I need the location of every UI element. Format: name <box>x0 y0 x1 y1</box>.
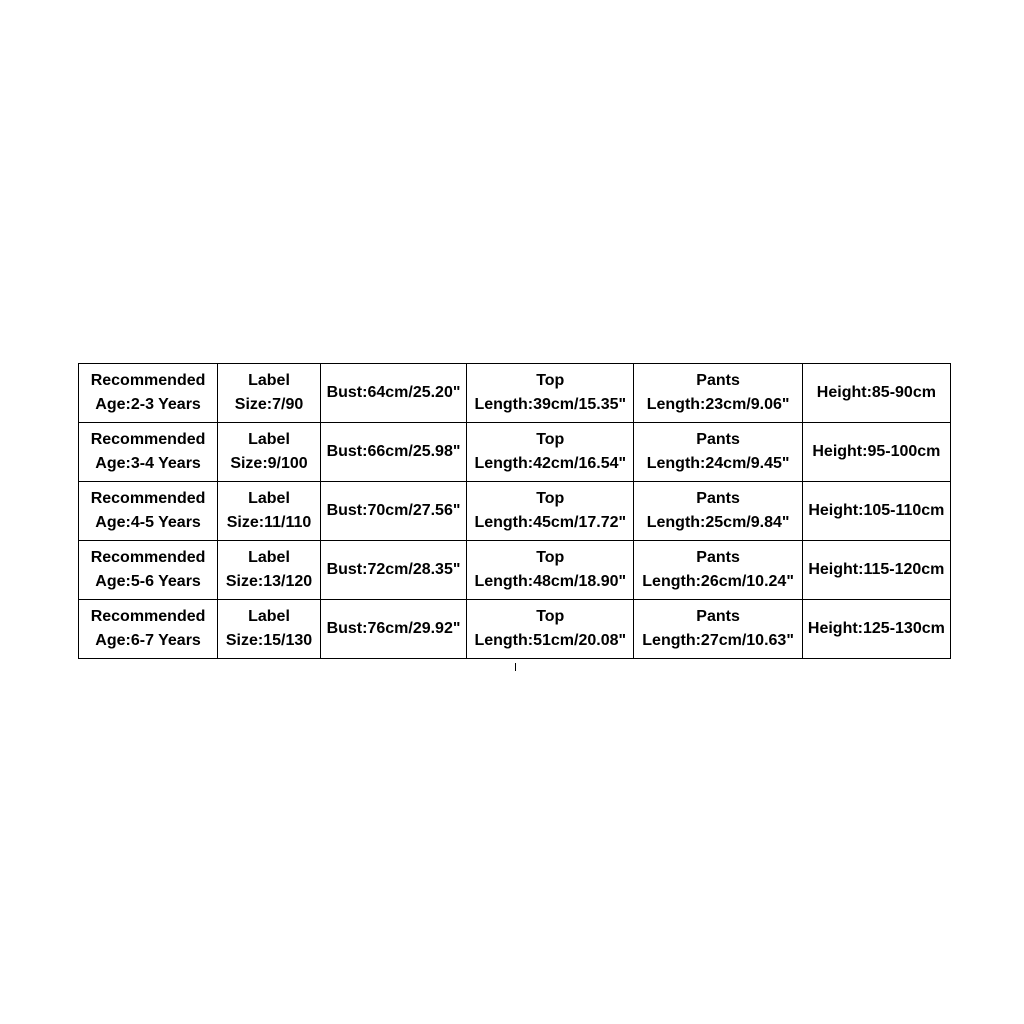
age-cell-line2: Age:6-7 Years <box>95 632 201 649</box>
table-row <box>79 423 951 482</box>
table-row <box>79 482 951 541</box>
top-length-line2: Length:39cm/15.35" <box>474 396 627 413</box>
top-length-line1: Top <box>536 372 565 389</box>
label-size-line2: Size:7/90 <box>234 396 304 413</box>
height-cell <box>802 364 950 423</box>
label-size-line1: Label <box>248 608 290 625</box>
top-length-line2: Length:42cm/16.54" <box>474 455 627 472</box>
pants-length-line2: Length:27cm/10.63" <box>642 632 794 649</box>
height-value: Height:105-110cm <box>808 502 945 519</box>
pants-length-cell <box>634 600 802 659</box>
age-cell <box>79 364 218 423</box>
pants-length-cell <box>634 482 802 541</box>
top-length-line1: Top <box>536 608 565 625</box>
height-value: Height:95-100cm <box>812 443 941 460</box>
table-row <box>79 541 951 600</box>
label-size-line2: Size:11/110 <box>226 514 312 531</box>
bust-value: Bust:64cm/25.20" <box>326 384 461 401</box>
table-row <box>79 600 951 659</box>
age-cell-line2: Age:3-4 Years <box>95 455 201 472</box>
top-length-line1: Top <box>536 549 565 566</box>
age-cell-line1: Recommended <box>90 372 206 389</box>
pants-length-cell <box>634 423 802 482</box>
label-size-line1: Label <box>248 490 290 507</box>
divider-tick <box>515 663 516 671</box>
label-size-line2: Size:9/100 <box>230 455 308 472</box>
bust-value: Bust:66cm/25.98" <box>326 443 461 460</box>
label-size-cell <box>218 541 321 600</box>
age-cell-line1: Recommended <box>90 549 206 566</box>
age-cell <box>79 541 218 600</box>
size-chart-table <box>78 363 951 659</box>
pants-length-line1: Pants <box>696 372 740 389</box>
bust-value: Bust:76cm/29.92" <box>326 620 461 637</box>
label-size-line1: Label <box>248 549 290 566</box>
bust-cell <box>320 541 466 600</box>
height-value: Height:125-130cm <box>807 620 945 637</box>
pants-length-line1: Pants <box>696 549 740 566</box>
pants-length-line2: Length:23cm/9.06" <box>646 396 790 413</box>
age-cell <box>79 482 218 541</box>
pants-length-cell <box>634 541 802 600</box>
label-size-line1: Label <box>248 372 290 389</box>
pants-length-line1: Pants <box>696 608 740 625</box>
top-length-cell <box>467 541 634 600</box>
age-cell <box>79 600 218 659</box>
top-length-line1: Top <box>536 490 565 507</box>
label-size-line2: Size:15/130 <box>225 632 313 649</box>
pants-length-cell <box>634 364 802 423</box>
top-length-line2: Length:48cm/18.90" <box>474 573 627 590</box>
label-size-cell <box>218 600 321 659</box>
top-length-cell <box>467 423 634 482</box>
top-length-line2: Length:51cm/20.08" <box>474 632 627 649</box>
height-value: Height:85-90cm <box>816 384 936 401</box>
age-cell <box>79 423 218 482</box>
bust-cell <box>320 482 466 541</box>
pants-length-line2: Length:25cm/9.84" <box>646 514 790 531</box>
bust-cell <box>320 600 466 659</box>
pants-length-line2: Length:26cm/10.24" <box>642 573 794 590</box>
pants-length-line1: Pants <box>696 431 740 448</box>
height-cell <box>802 482 950 541</box>
top-length-line2: Length:45cm/17.72" <box>474 514 627 531</box>
bust-value: Bust:70cm/27.56" <box>326 502 461 519</box>
top-length-line1: Top <box>536 431 565 448</box>
age-cell-line1: Recommended <box>90 431 206 448</box>
top-length-cell <box>467 364 634 423</box>
label-size-line1: Label <box>248 431 290 448</box>
pants-length-line2: Length:24cm/9.45" <box>646 455 790 472</box>
label-size-cell <box>218 364 321 423</box>
age-cell-line2: Age:5-6 Years <box>95 573 201 590</box>
top-length-cell <box>467 482 634 541</box>
label-size-line2: Size:13/120 <box>225 573 313 590</box>
label-size-cell <box>218 482 321 541</box>
table-row <box>79 364 951 423</box>
age-cell-line2: Age:4-5 Years <box>95 514 201 531</box>
age-cell-line1: Recommended <box>90 490 206 507</box>
bust-value: Bust:72cm/28.35" <box>326 561 461 578</box>
pants-length-line1: Pants <box>696 490 740 507</box>
label-size-cell <box>218 423 321 482</box>
height-value: Height:115-120cm <box>808 561 945 578</box>
height-cell <box>802 423 950 482</box>
age-cell-line2: Age:2-3 Years <box>95 396 201 413</box>
height-cell <box>802 541 950 600</box>
age-cell-line1: Recommended <box>90 608 206 625</box>
bust-cell <box>320 423 466 482</box>
bust-cell <box>320 364 466 423</box>
height-cell <box>802 600 950 659</box>
top-length-cell <box>467 600 634 659</box>
